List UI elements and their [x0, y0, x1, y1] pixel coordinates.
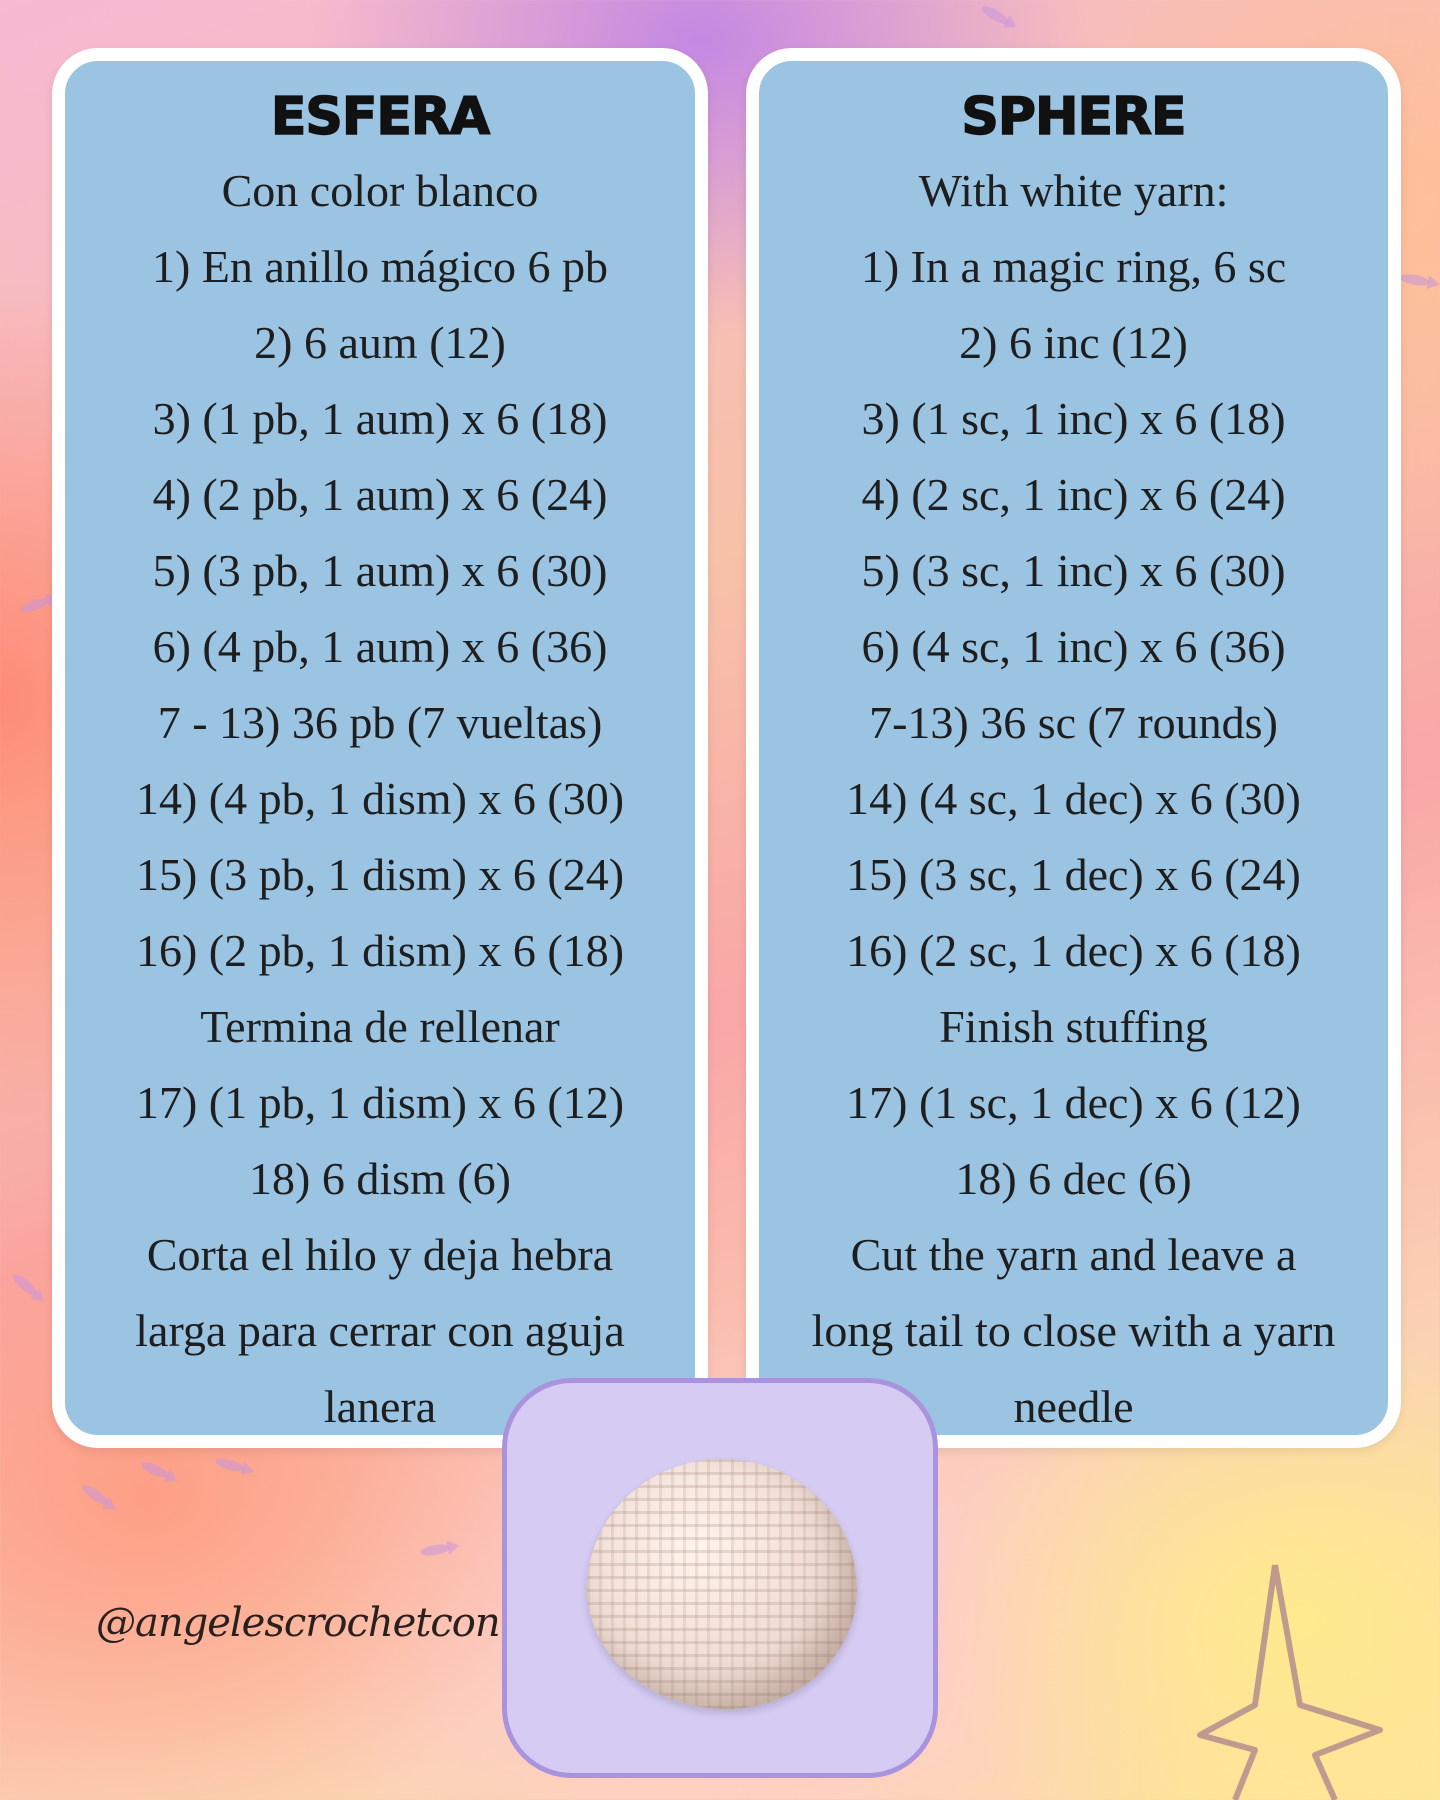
pattern-line: long tail to close with a yarn [811, 1305, 1336, 1356]
pattern-line: 1) En anillo mágico 6 pb [151, 241, 609, 292]
pattern-line: Corta el hilo y deja hebra [146, 1229, 614, 1280]
pattern-line: 5) (3 pb, 1 aum) x 6 (30) [152, 545, 608, 596]
pattern-line: 15) (3 pb, 1 dism) x 6 (24) [135, 849, 625, 900]
pattern-line: 7 - 13) 36 pb (7 vueltas) [157, 697, 603, 748]
pattern-line: 3) (1 sc, 1 inc) x 6 (18) [861, 393, 1286, 444]
pattern-panel-english [746, 48, 1401, 1448]
pattern-line: 2) 6 inc (12) [959, 317, 1188, 368]
pattern-line: 7-13) 36 sc (7 rounds) [869, 697, 1278, 748]
pattern-steps-english [759, 153, 1388, 1445]
pattern-line: lanera [323, 1381, 437, 1432]
fish-decoration [980, 3, 1011, 27]
pattern-line: 18) 6 dism (6) [249, 1153, 511, 1204]
fish-decoration [19, 595, 51, 615]
panel-title-sphere: SPHERE [961, 87, 1186, 147]
pattern-line: needle [1013, 1381, 1134, 1432]
author-handle: @angelescrochetcon [96, 1600, 500, 1646]
pattern-line: Con color blanco [221, 165, 539, 216]
fish-decoration [10, 1272, 39, 1299]
pattern-line: Termina de rellenar [200, 1001, 560, 1052]
star-outline-decoration [1195, 1555, 1385, 1800]
pattern-line: 14) (4 sc, 1 dec) x 6 (30) [846, 773, 1301, 824]
pattern-line: 5) (3 sc, 1 inc) x 6 (30) [861, 545, 1286, 596]
pattern-line: 15) (3 sc, 1 dec) x 6 (24) [846, 849, 1301, 900]
pattern-line: 17) (1 pb, 1 dism) x 6 (12) [135, 1077, 625, 1128]
pattern-line: 16) (2 pb, 1 dism) x 6 (18) [135, 925, 625, 976]
pattern-line: 16) (2 sc, 1 dec) x 6 (18) [846, 925, 1301, 976]
pattern-line: 14) (4 pb, 1 dism) x 6 (30) [135, 773, 625, 824]
fish-decoration [419, 1542, 450, 1557]
sphere-photo-card [502, 1378, 938, 1778]
fish-decoration [214, 1456, 246, 1473]
pattern-line: 18) 6 dec (6) [955, 1153, 1192, 1204]
fish-decoration [139, 1459, 170, 1481]
pattern-panel-spanish [52, 48, 708, 1448]
pattern-line: 1) In a magic ring, 6 sc [860, 241, 1287, 292]
fish-decoration [1399, 272, 1430, 287]
pattern-line: Cut the yarn and leave a [850, 1229, 1297, 1280]
crocheted-sphere-photo [587, 1459, 857, 1709]
pattern-line: 3) (1 pb, 1 aum) x 6 (18) [152, 393, 608, 444]
pattern-line: 17) (1 sc, 1 dec) x 6 (12) [846, 1077, 1301, 1128]
panel-title-esfera: ESFERA [270, 87, 490, 147]
pattern-line: 4) (2 pb, 1 aum) x 6 (24) [152, 469, 608, 520]
pattern-line: 4) (2 sc, 1 inc) x 6 (24) [861, 469, 1286, 520]
fish-decoration [80, 1482, 110, 1507]
pattern-steps-spanish [65, 153, 695, 1445]
pattern-line: larga para cerrar con aguja [135, 1305, 625, 1356]
pattern-line: With white yarn: [918, 165, 1229, 216]
pattern-line: Finish stuffing [939, 1001, 1208, 1052]
pattern-line: 6) (4 pb, 1 aum) x 6 (36) [152, 621, 608, 672]
pattern-line: 2) 6 aum (12) [254, 317, 506, 368]
pattern-line: 6) (4 sc, 1 inc) x 6 (36) [861, 621, 1286, 672]
